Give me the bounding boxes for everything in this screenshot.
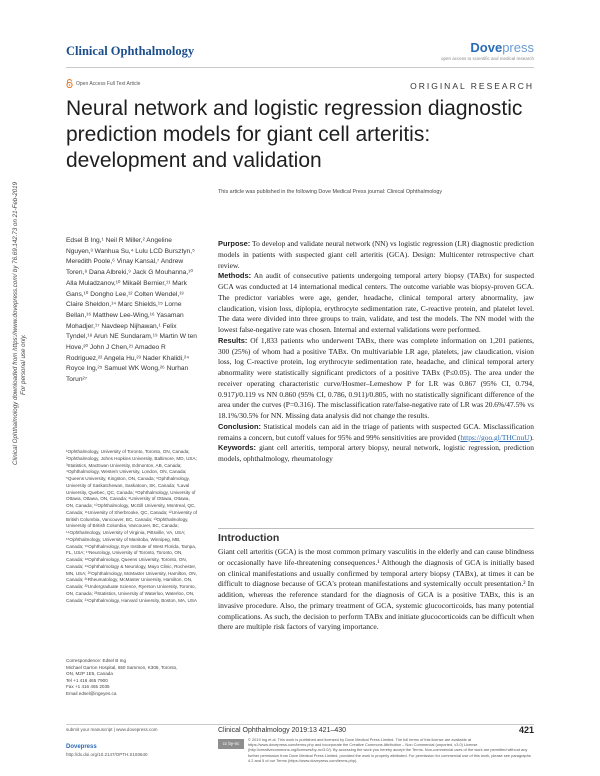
footer-doi[interactable]: http://dx.doi.org/10.2147/OPTH.S193640 (66, 752, 148, 757)
cc-license-badge[interactable]: cc by-nc (218, 739, 244, 749)
methods-label: Methods: (218, 271, 252, 281)
methods-text: An audit of consecutive patients undergoing temporal artery biopsy (TABx) for suspected GCA was conducted at 14 international medical centers. The outcome variable was biopsy-proven GCA. The predictor variables were age, gender, headache, clinical temporal artery abnormality, jaw claudication, vision loss, diplopia, erythrocyte sedimentation rate, C-reactive protein, and platelet level. The data were divided into three groups to train, validate, and test the models. The NN model with the lowest false-negative rate was chosen. Internal and external validations were performed. (218, 271, 534, 334)
download-notice: Clinical Ophthalmology downloaded from https://www.dovepress.com/ by 76.69.142.73 on 21-Feb-2019 (12, 181, 19, 465)
correspondence-email[interactable]: Email edsel@ingeyes.ca (66, 690, 117, 696)
correspondence-address: Michael Garron Hospital, 650 Sammon, K306, Toronto, (66, 664, 178, 670)
open-access-text: Open Access Full Text Article (76, 80, 141, 87)
brand-main: Dove (470, 40, 503, 55)
publication-note: This article was published in the following Dove Medical Press journal: Clinical Ophthalmology (218, 189, 443, 195)
purpose-text: To develop and validate neural network (NN) vs logistic regression (LR) diagnostic prediction models in patients with suspected giant cell arteritis (GCA). Design: Multicenter retrospective chart review. (218, 239, 534, 270)
footer-divider (66, 724, 534, 725)
page-number: 421 (518, 725, 534, 735)
keywords-text: giant cell arteritis, temporal artery biopsy, neural network, logistic regression, prediction models, ophthalmology, rheumatology (218, 443, 534, 463)
results-label: Results: (218, 335, 248, 345)
affiliations: ¹Ophthalmology, University of Toronto, Toronto, ON, Canada; ²Ophthalmology, Johns Hopkins University, Baltimore, MD, USA; ³Statistics, MacEwan University, Edmonton, AB, Canada; ⁴Ophthalmology, Western University, London, ON, Canada; ⁵Queens University, Kingston, ON, Canada; ⁶Ophthalmology, University of Saskatchewan, Saskatoon, SK, Canada; ⁷Laval University, Quebec, QC, Canada; ⁸Ophthalmology, University of Ottawa, Ottawa, ON, Canada; ⁹University of Ottawa, Ottawa, ON, Canada; ¹⁰Ophthalmology, McGill University, Montreal, QC, Canada; ¹¹University of Sherbrooke, QC, Canada; ¹²University of British Columbia, Vancouver, BC, Canada; ¹³Ophthalmology, University of British Columbia, Vancouver, BC, Canada; ¹⁴Ophthalmology, University of Virginia, Pittsville, VA, USA; ¹⁵Ophthalmology, University of Manitoba, Winnipeg, MB, Canada; ¹⁶Ophthalmology, Eye Institute of West Florida, Tampa, FL, USA; ¹⁷Neurology, University of Toronto, Toronto, ON, Canada; ¹⁸Ophthalmology, Queens University, Toronto, ON, Canada; ¹⁹Ophthalmology & Neurology, Mayo Clinic, Rochester, MN, USA; ²⁰Ophthalmology, McMaster University, Hamilton, ON, Canada; ²¹Rheumatology, McMaster University, Hamilton, ON, Canada; ²²Undergraduate Science, Ryerson University, Toronto, ON, Canada; ²³Statistics, University of Waterloo, Waterloo, ON, Canada; ²⁴Ophthalmology, Harvard University, Boston, MA, USA (66, 449, 197, 603)
footer-brand: Dovepress (66, 744, 97, 750)
brand-suffix: press (502, 40, 534, 55)
correspondence-fax: Fax +1 416 465 2035 (66, 684, 110, 690)
conclusion-text: Statistical models can aid in the triage of patients with suspected GCA. Misclassification remains a concern, but cutoff values for 95% and 99% sensitivities are provided ( (218, 421, 534, 442)
abstract-conclusion (218, 422, 534, 444)
brand-tagline: open access to scientific and medical research (440, 56, 534, 61)
introduction-text: Giant cell arteritis (GCA) is the most common primary vasculitis in the elderly and can cause blindness or occasionally have life-threatening consequences.¹ Although the diagnosis of GCA is initially based on clinical manifestations and usually confirmed by temporal artery biopsy (TABx), at times it can be difficult to diagnose because of GCA's protean manifestations and systemically occult presentation.² In addition, whereas the reference standard for the diagnosis of GCA is a positive TABx, this is an invasive procedure. Also, the primary treatment of GCA, systemic glucocorticoids, has many potential complications. As such, the decision to perform TABx and initiate glucocorticoids can be difficult when there are multiple risk factors of varying importance. (218, 547, 534, 632)
license-text: © 2019 Ing et al. This work is published and licensed by Dove Medical Press Limited. The full terms of this license are available at https://www.dovepress.com/terms.php and incorporate the Creative Commons Attribution – Non Commercial (unported, v3.0) License (http://creativecommons.org/licenses/by-nc/3.0/). By accessing the work you hereby accept the Terms. Non-commercial uses of the work are permitted without any further permission from Dove Medical Press Limited, provided the work is properly attributed. For permission for commercial use of this work, please see paragraphs 4.2 and 5 of our Terms (https://www.dovepress.com/terms.php). (248, 737, 531, 763)
journal-name: Clinical Ophthalmology (66, 44, 195, 58)
results-text: Of 1,833 patients who underwent TABx, there was complete information on 1,201 patients, 300 (25%) of whom had a positive TABx. On multivariable LR age, platelets, jaw claudication, vision loss, log C-reactive protein, log erythrocyte sedimentation rate, headache, and clinical temporal artery abnormality were statistically significant predictors of a positive TABx (P≤0.05). The area under the receiver operating characteristic curve/Hosmer–Lemeshow P for LR was 0.867 (95% CI, 0.794, 0.917)/0.119 vs NN 0.860 (95% CI, 0.786, 0.911)/0.805, with no statistically significant difference of the area under the curves (P=0.316). The misclassification rate/false-negative rate of LR was 20.6%/47.5% vs 18.1%/30.5% for NN. Missing data analysis did not change the results. (218, 335, 534, 420)
conclusion-end: ). (529, 432, 534, 442)
correspondence-address-2: ON, M2P 1E5, Canada (66, 671, 113, 677)
header-divider (66, 67, 534, 68)
keywords-label: Keywords: (218, 443, 257, 453)
abstract-purpose (218, 239, 534, 271)
dovepress-logo[interactable] (470, 40, 534, 55)
section-divider (218, 528, 534, 529)
footer-citation: Clinical Ophthalmology 2019:13 421–430 (218, 727, 347, 734)
article-title: Neural network and logistic regression diagnostic prediction models for giant cell arteritis: development and validation (66, 97, 523, 172)
download-sidebar (4, 165, 27, 465)
introduction-heading: Introduction (218, 532, 280, 544)
open-lock-icon (66, 79, 73, 88)
abstract-results (218, 336, 534, 422)
conclusion-label: Conclusion: (218, 421, 261, 431)
abstract-keywords (218, 443, 534, 465)
open-access-label (66, 79, 140, 88)
correspondence-tel: Tel +1 416 465 7900 (66, 677, 108, 683)
purpose-label: Purpose: (218, 239, 251, 248)
personal-use-notice: For personal use only. (20, 334, 27, 395)
correspondence-heading: Correspondence: Edsel B Ing (66, 658, 127, 663)
abstract (218, 239, 534, 465)
conclusion-link[interactable]: https://goo.gl/THCnuU (460, 432, 530, 442)
author-list: Edsel B Ing,¹ Neil R Miller,² Angeline Nguyen,³ Wanhua Su,⁴ Lulu LCD Bursztyn,⁵ Meredith Poole,⁶ Vinay Kansal,⁷ Andrew Toren,⁸ Dana Albreki,⁹ Jack G Mouhanna,¹⁰ Alla Muladzanov,¹⁰ Mikaël Bernier,¹¹ Mark Gans,¹⁰ Dongho Lee,¹² Colten Wendel,¹³ Claire Sheldon,¹⁴ Marc Shields,¹⁵ Lorne Bellan,¹⁶ Matthew Lee-Wing,¹⁶ Yasaman Mohadjer,¹⁷ Navdeep Nijhawan,¹ Felix Tyndel,¹⁸ Arun NE Sundaram,¹⁹ Martin W ten Hove,²⁰ John J Chen,²¹ Amadeo R Rodriguez,²² Angela Hu,²³ Nader Khalidi,²⁴ Royce Ing,²⁵ Samuel WK Wong,²⁶ Nurhan Torun²⁷ (66, 237, 197, 384)
abstract-methods (218, 271, 534, 336)
correspondence (66, 658, 198, 698)
footer-submit[interactable]: submit your manuscript | www.dovepress.com (66, 727, 158, 732)
article-type: ORIGINAL RESEARCH (410, 81, 534, 91)
